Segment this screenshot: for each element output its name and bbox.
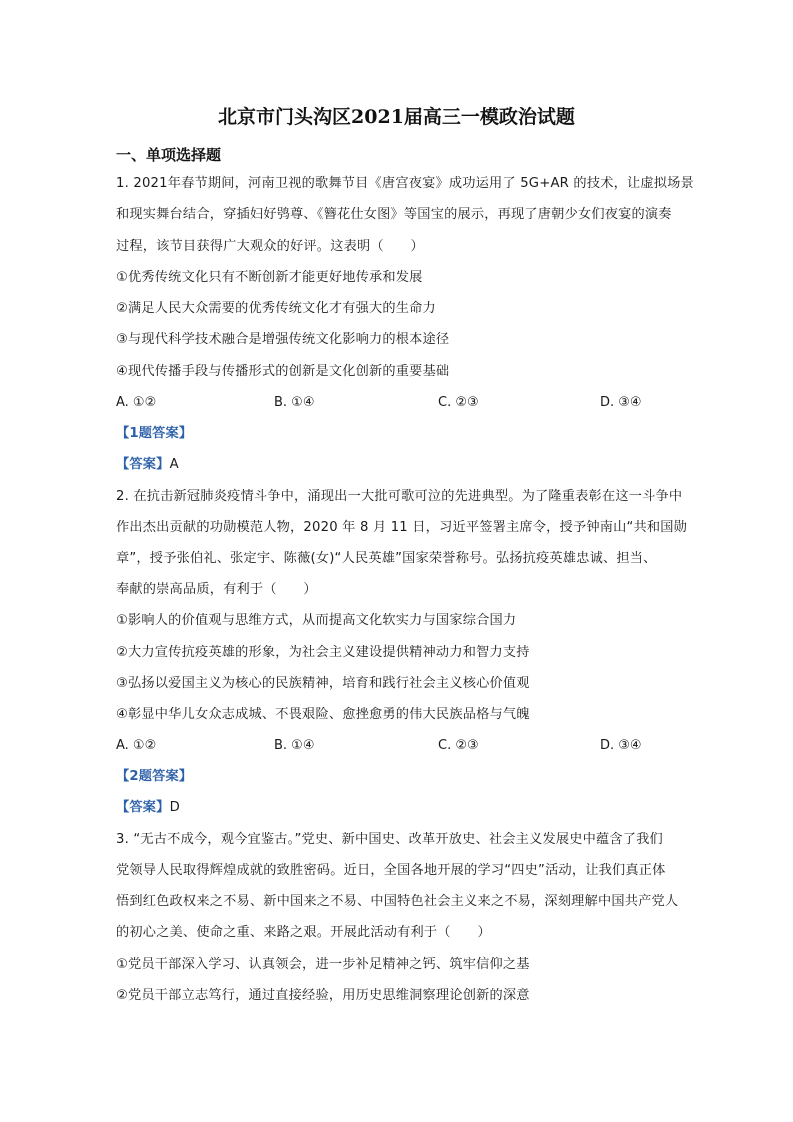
- answer-value: D: [169, 800, 180, 815]
- option-c: C. ②③: [438, 738, 479, 753]
- question-1-line-1: 1. 2021年春节期间，河南卫视的歌舞节目《唐宫夜宴》成功运用了 5G+AR 的技术，让虚拟场景: [116, 176, 694, 191]
- question-2-answer-tag: 【2题答案】: [116, 769, 193, 784]
- question-1-answer-tag: 【1题答案】: [116, 426, 193, 441]
- question-3-statement-2: ②党员干部立志笃行，通过直接经验，用历史思维洞察理论创新的深意: [116, 988, 530, 1003]
- option-b: B. ①④: [274, 395, 315, 410]
- question-1-options: [116, 393, 716, 413]
- question-1-statement-4: ④现代传播手段与传播形式的创新是文化创新的重要基础: [116, 364, 450, 379]
- question-2-statement-2: ②大力宣传抗疫英雄的形象，为社会主义建设提供精神动力和智力支持: [116, 645, 530, 660]
- option-c: C. ②③: [438, 395, 479, 410]
- question-1-statement-3: ③与现代科学技术融合是增强传统文化影响力的根本途径: [116, 332, 450, 347]
- question-1-line-3: 过程，该节目获得广大观众的好评。这表明（ ）: [116, 239, 424, 254]
- question-3-statement-1: ①党员干部深入学习、认真领会，进一步补足精神之钙、筑牢信仰之基: [116, 957, 530, 972]
- option-a: A. ①②: [116, 738, 157, 753]
- answer-label: 【答案】: [116, 457, 170, 472]
- answer-label: 【答案】: [116, 800, 170, 815]
- option-a: A. ①②: [116, 395, 157, 410]
- question-2-line-2: 作出杰出贡献的功勋模范人物，2020 年 8 月 11 日，习近平签署主席令，授予钟南山“共和国勋: [116, 520, 688, 535]
- question-2-line-3: 章”，授予张伯礼、张定宇、陈薇(女)“人民英雄”国家荣誉称号。弘扬抗疫英雄忠诚、担当、: [116, 551, 657, 566]
- question-3-line-4: 的初心之美、使命之重、来路之艰。开展此活动有利于（ ）: [116, 925, 491, 940]
- question-1-answer: [116, 455, 706, 475]
- page-title: 北京市门头沟区2021届高三一模政治试题: [218, 106, 575, 128]
- section-heading: 一、单项选择题: [116, 146, 222, 164]
- option-b: B. ①④: [274, 738, 315, 753]
- question-3-line-2: 党领导人民取得辉煌成就的致胜密码。近日，全国各地开展的学习“四史”活动，让我们真正体: [116, 863, 666, 878]
- question-2-line-4: 奉献的崇高品质，有利于（ ）: [116, 582, 317, 597]
- option-d: D. ③④: [600, 738, 642, 753]
- question-2-line-1: 2. 在抗击新冠肺炎疫情斗争中，涌现出一大批可歌可泣的先进典型。为了隆重表彰在这一斗争中: [116, 489, 683, 504]
- question-2-statement-4: ④彰显中华儿女众志成城、不畏艰险、愈挫愈勇的伟大民族品格与气魄: [116, 707, 530, 722]
- question-2-statement-3: ③弘扬以爱国主义为核心的民族精神，培育和践行社会主义核心价值观: [116, 676, 530, 691]
- question-2-statement-1: ①影响人的价值观与思维方式，从而提高文化软实力与国家综合国力: [116, 613, 517, 628]
- question-3-line-1: 3. “无古不成今，观今宜鉴古。”党史、新中国史、改革开放史、社会主义发展史中蕴含了我们: [116, 832, 663, 847]
- question-1-statement-1: ①优秀传统文化只有不断创新才能更好地传承和发展: [116, 270, 423, 285]
- option-d: D. ③④: [600, 395, 642, 410]
- question-1-statement-2: ②满足人民大众需要的优秀传统文化才有强大的生命力: [116, 301, 436, 316]
- question-1-line-2: 和现实舞台结合，穿插妇好鸮尊、《簪花仕女图》等国宝的展示，再现了唐朝少女们夜宴的演奏: [116, 207, 672, 222]
- answer-value: A: [169, 457, 179, 472]
- question-3-line-3: 悟到红色政权来之不易、新中国来之不易、中国特色社会主义来之不易，深刻理解中国共产党人: [116, 894, 679, 909]
- question-2-answer: [116, 798, 706, 818]
- question-2-options: [116, 736, 716, 756]
